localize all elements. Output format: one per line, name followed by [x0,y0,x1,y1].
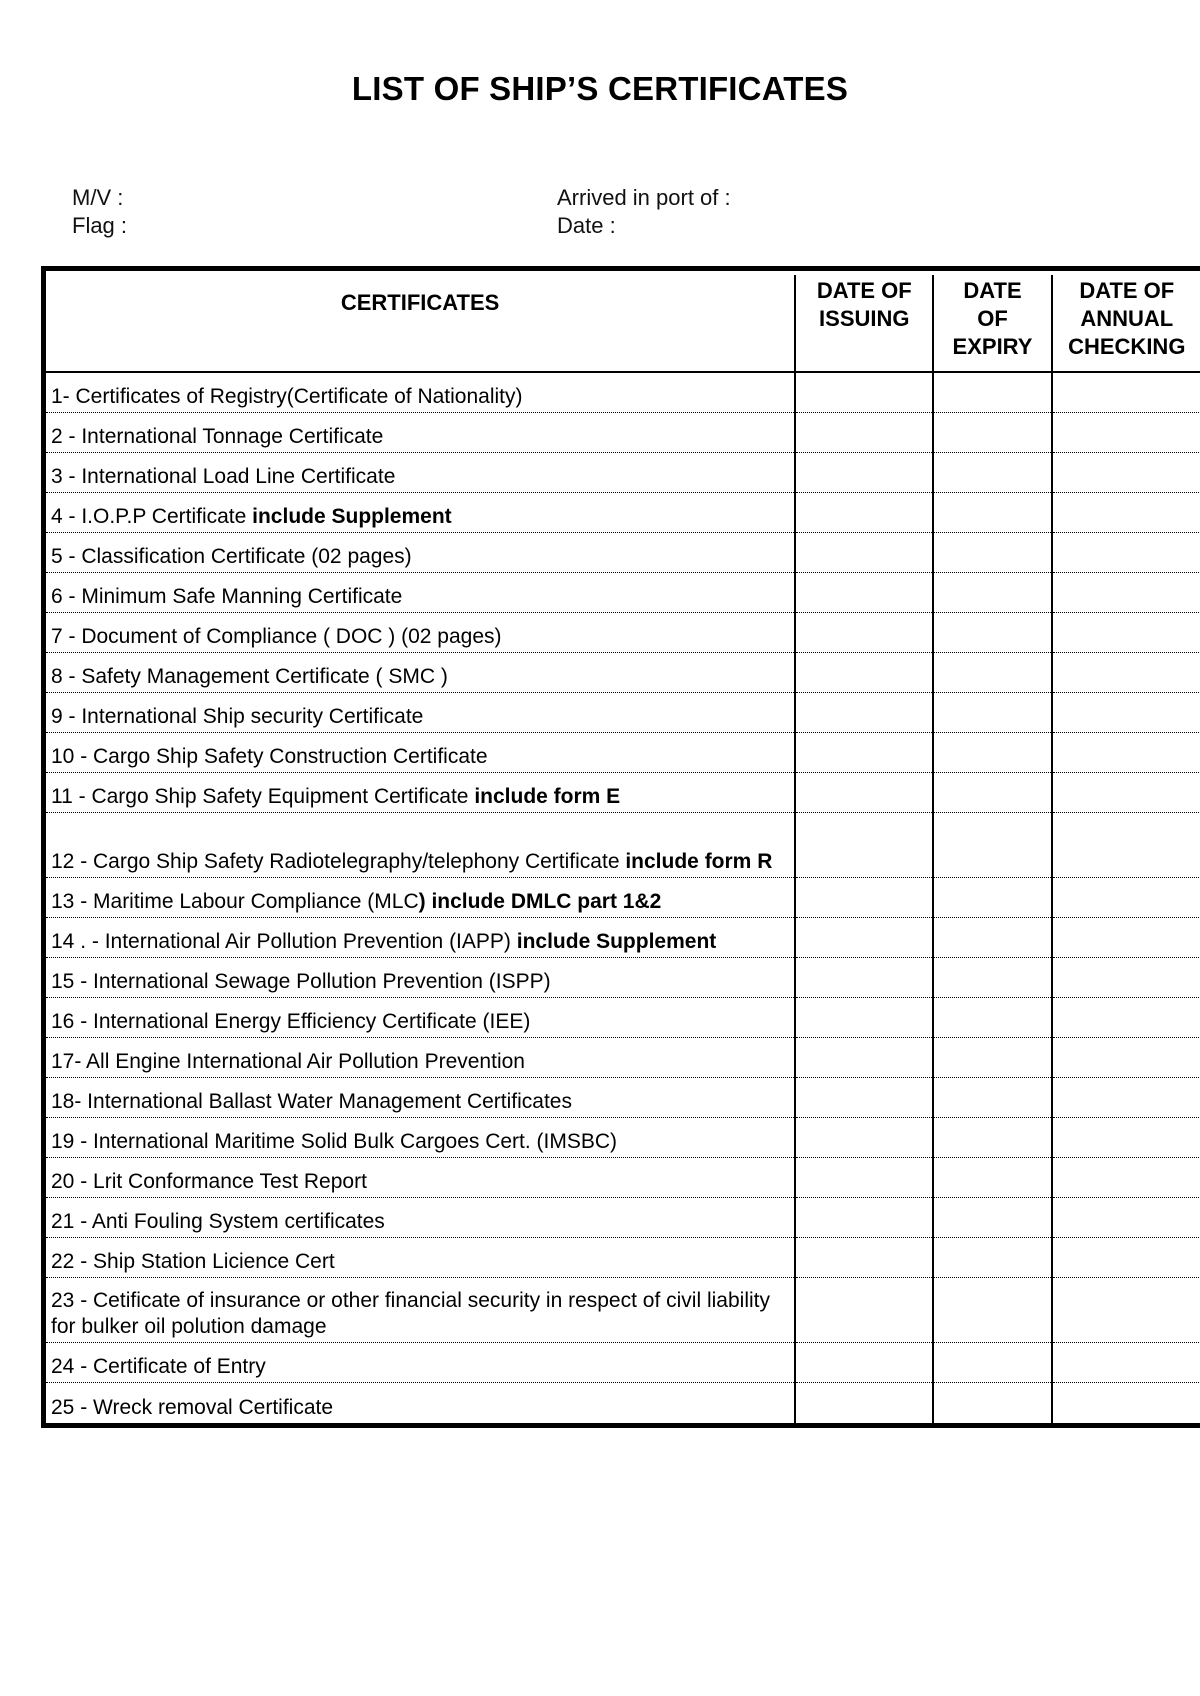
mv-label: M/V : [72,185,124,210]
date-of-expiry-cell[interactable] [933,878,1051,918]
date-of-annual-checking-cell[interactable] [1052,1198,1200,1238]
certificate-name-cell [46,1278,795,1343]
date-of-annual-checking-cell[interactable] [1052,958,1200,998]
date-of-expiry-cell[interactable] [933,1383,1051,1424]
date-of-expiry-cell[interactable] [933,1158,1051,1198]
certificates-body [46,372,1200,1423]
date-of-expiry-cell[interactable] [933,653,1051,693]
date-of-issuing-cell[interactable] [795,493,933,533]
date-of-annual-checking-cell[interactable] [1052,1038,1200,1078]
certificate-name-cell [46,573,795,613]
certificate-name: 9 - International Ship security Certificate [51,705,424,728]
certificate-name: 8 - Safety Management Certificate ( SMC ) [51,665,448,688]
certificates-table-frame [41,266,1200,1428]
date-of-annual-checking-cell[interactable] [1052,1118,1200,1158]
date-of-issuing-cell[interactable] [795,693,933,733]
date-of-issuing-cell[interactable] [795,613,933,653]
date-of-issuing-cell[interactable] [795,1038,933,1078]
date-of-expiry-cell[interactable] [933,372,1051,413]
certificate-name-cell [46,1238,795,1278]
date-of-annual-checking-cell[interactable] [1052,773,1200,813]
table-row [46,1118,1200,1158]
certificate-name: 3 - International Load Line Certificate [51,465,396,488]
certificate-name-cell [46,773,795,813]
certificate-name-cell [46,813,795,878]
header-line: DATE [963,278,1022,303]
header-line: CHECKING [1068,334,1186,359]
date-of-expiry-cell[interactable] [933,918,1051,958]
certificate-name-cell [46,1038,795,1078]
certificate-name: 13 - Maritime Labour Compliance (MLC [51,890,419,913]
table-row [46,733,1200,773]
date-of-annual-checking-cell[interactable] [1052,613,1200,653]
certificate-name-cell [46,733,795,773]
table-row [46,1238,1200,1278]
date-of-issuing-cell[interactable] [795,1118,933,1158]
date-of-expiry-cell[interactable] [933,1038,1051,1078]
certificate-name: 25 - Wreck removal Certificate [51,1396,334,1419]
date-of-expiry-cell[interactable] [933,1198,1051,1238]
date-of-expiry-cell[interactable] [933,1078,1051,1118]
date-of-annual-checking-cell[interactable] [1052,1238,1200,1278]
certificate-name-cell [46,1198,795,1238]
certificate-name-cell [46,1383,795,1424]
date-of-annual-checking-cell[interactable] [1052,1158,1200,1198]
certificate-name: 19 - International Maritime Solid Bulk Cargoes Cert. (IMSBC) [51,1130,618,1153]
table-row [46,1198,1200,1238]
header-line: DATE OF [1079,278,1175,303]
table-row [46,693,1200,733]
date-of-annual-checking-cell[interactable] [1052,533,1200,573]
certificate-name-cell [46,613,795,653]
date-of-annual-checking-cell[interactable] [1052,693,1200,733]
certificate-name: 16 - International Energy Efficiency Certificate (IEE) [51,1010,531,1033]
certificate-name: 2 - International Tonnage Certificate [51,425,384,448]
certificate-name: 15 - International Sewage Pollution Prevention (ISPP) [51,970,551,993]
date-of-expiry-cell[interactable] [933,453,1051,493]
certificate-name-cell [46,1158,795,1198]
certificate-name-cell [46,653,795,693]
date-of-expiry-cell[interactable] [933,613,1051,653]
date-of-annual-checking-cell[interactable] [1052,1383,1200,1424]
certificate-name: 6 - Minimum Safe Manning Certificate [51,585,403,608]
date-of-expiry-cell[interactable] [933,1278,1051,1343]
date-of-issuing-cell[interactable] [795,773,933,813]
certificate-name-cell [46,453,795,493]
certificate-note: include Supplement [252,505,452,528]
header-line: ANNUAL [1080,306,1174,331]
table-row [46,1383,1200,1424]
certificate-name: 20 - Lrit Conformance Test Report [51,1170,367,1193]
date-of-issuing-cell[interactable] [795,918,933,958]
date-of-issuing-cell[interactable] [795,958,933,998]
table-row [46,878,1200,918]
certificate-name: 12 - Cargo Ship Safety Radiotelegraphy/telephony Certificate [51,850,626,873]
certificate-name: 22 - Ship Station Licience Cert [51,1250,335,1273]
date-of-annual-checking-cell[interactable] [1052,998,1200,1038]
table-row [46,533,1200,573]
date-of-expiry-cell[interactable] [933,998,1051,1038]
date-of-annual-checking-cell[interactable] [1052,918,1200,958]
table-row [46,1343,1200,1383]
header-line: EXPIRY [952,334,1033,359]
date-of-annual-checking-cell[interactable] [1052,413,1200,453]
date-of-expiry-cell[interactable] [933,693,1051,733]
date-of-issuing-cell[interactable] [795,573,933,613]
header-certificates: CERTIFICATES [46,275,795,372]
certificate-note: ) include DMLC part 1&2 [418,890,662,913]
header-date-of-expiry [933,275,1051,372]
table-row [46,413,1200,453]
date-of-expiry-cell[interactable] [933,773,1051,813]
date-label: Date : [557,213,616,238]
certificate-name-cell [46,493,795,533]
table-header-row [46,275,1200,372]
header-line: OF [977,306,1008,331]
date-of-issuing-cell[interactable] [795,533,933,573]
certificate-name-cell [46,1078,795,1118]
date-of-issuing-cell[interactable] [795,1343,933,1383]
flag-label: Flag : [72,213,128,238]
certificate-name-cell [46,693,795,733]
certificate-name: 18- International Ballast Water Management Certificates [51,1090,572,1113]
certificate-name: 1- Certificates of Registry(Certificate of Nationality) [51,385,523,408]
table-row [46,813,1200,878]
header-line: ISSUING [819,306,910,331]
date-of-expiry-cell[interactable] [933,813,1051,878]
date-of-annual-checking-cell[interactable] [1052,372,1200,413]
table-row [46,493,1200,533]
table-row [46,918,1200,958]
date-of-issuing-cell[interactable] [795,878,933,918]
date-of-annual-checking-cell[interactable] [1052,573,1200,613]
certificate-name: 5 - Classification Certificate (02 pages) [51,545,412,568]
date-of-annual-checking-cell[interactable] [1052,493,1200,533]
certificate-name-cell [46,413,795,453]
certificate-name: 10 - Cargo Ship Safety Construction Certificate [51,745,488,768]
certificate-name-cell [46,878,795,918]
date-of-expiry-cell[interactable] [933,958,1051,998]
date-of-annual-checking-cell[interactable] [1052,453,1200,493]
certificate-name: 21 - Anti Fouling System certificates [51,1210,385,1233]
certificate-note: include form E [474,785,621,808]
table-row [46,958,1200,998]
table-row [46,613,1200,653]
date-of-issuing-cell[interactable] [795,1278,933,1343]
date-of-issuing-cell[interactable] [795,813,933,878]
table-row [46,1038,1200,1078]
certificate-name-cell [46,372,795,413]
page-title: LIST OF SHIP’S CERTIFICATES [351,70,849,107]
date-of-issuing-cell[interactable] [795,453,933,493]
date-of-issuing-cell[interactable] [795,413,933,453]
table-row [46,372,1200,413]
date-of-issuing-cell[interactable] [795,653,933,693]
certificate-name-cell [46,998,795,1038]
certificate-name: 4 - I.O.P.P Certificate [51,505,253,528]
date-of-issuing-cell[interactable] [795,733,933,773]
date-of-expiry-cell[interactable] [933,733,1051,773]
date-of-annual-checking-cell[interactable] [1052,878,1200,918]
certificate-name: 24 - Certificate of Entry [51,1355,266,1378]
date-of-issuing-cell[interactable] [795,1238,933,1278]
date-of-annual-checking-cell[interactable] [1052,653,1200,693]
header-date-of-issuing [795,275,933,372]
date-of-issuing-cell[interactable] [795,998,933,1038]
date-of-annual-checking-cell[interactable] [1052,1278,1200,1343]
date-of-expiry-cell[interactable] [933,493,1051,533]
date-of-issuing-cell[interactable] [795,1383,933,1424]
certificate-note: include form R [625,850,773,873]
date-of-issuing-cell[interactable] [795,1198,933,1238]
certificates-table [46,275,1200,1423]
certificate-name-cell [46,533,795,573]
certificate-note: include Supplement [516,930,717,953]
date-of-expiry-cell[interactable] [933,533,1051,573]
table-row [46,998,1200,1038]
date-of-annual-checking-cell[interactable] [1052,1078,1200,1118]
table-row [46,453,1200,493]
certificate-name: 23 - Cetificate of insurance or other financial security in respect of civil liability for bulker oil polution damage [51,1289,770,1338]
date-of-annual-checking-cell[interactable] [1052,733,1200,773]
table-row [46,1278,1200,1343]
date-of-issuing-cell[interactable] [795,372,933,413]
table-row [46,653,1200,693]
table-row [46,773,1200,813]
date-of-expiry-cell[interactable] [933,1118,1051,1158]
certificate-name-cell [46,918,795,958]
table-row [46,573,1200,613]
header-date-of-annual-checking [1052,275,1200,372]
certificate-name: 11 - Cargo Ship Safety Equipment Certificate [51,785,475,808]
date-of-expiry-cell[interactable] [933,1238,1051,1278]
arrived-port-label: Arrived in port of : [557,185,731,210]
certificate-name: 14 . - International Air Pollution Prevention (IAPP) [51,930,517,953]
date-of-annual-checking-cell[interactable] [1052,813,1200,878]
certificate-name: 17- All Engine International Air Pollution Prevention [51,1050,525,1073]
date-of-expiry-cell[interactable] [933,413,1051,453]
certificate-name-cell [46,958,795,998]
certificate-name-cell [46,1118,795,1158]
date-of-issuing-cell[interactable] [795,1078,933,1118]
table-row [46,1078,1200,1118]
certificate-name-cell [46,1343,795,1383]
date-of-expiry-cell[interactable] [933,1343,1051,1383]
certificate-name: 7 - Document of Compliance ( DOC ) (02 pages) [51,625,502,648]
date-of-issuing-cell[interactable] [795,1158,933,1198]
header-line: DATE OF [816,278,912,303]
date-of-expiry-cell[interactable] [933,573,1051,613]
date-of-annual-checking-cell[interactable] [1052,1343,1200,1383]
table-row [46,1158,1200,1198]
